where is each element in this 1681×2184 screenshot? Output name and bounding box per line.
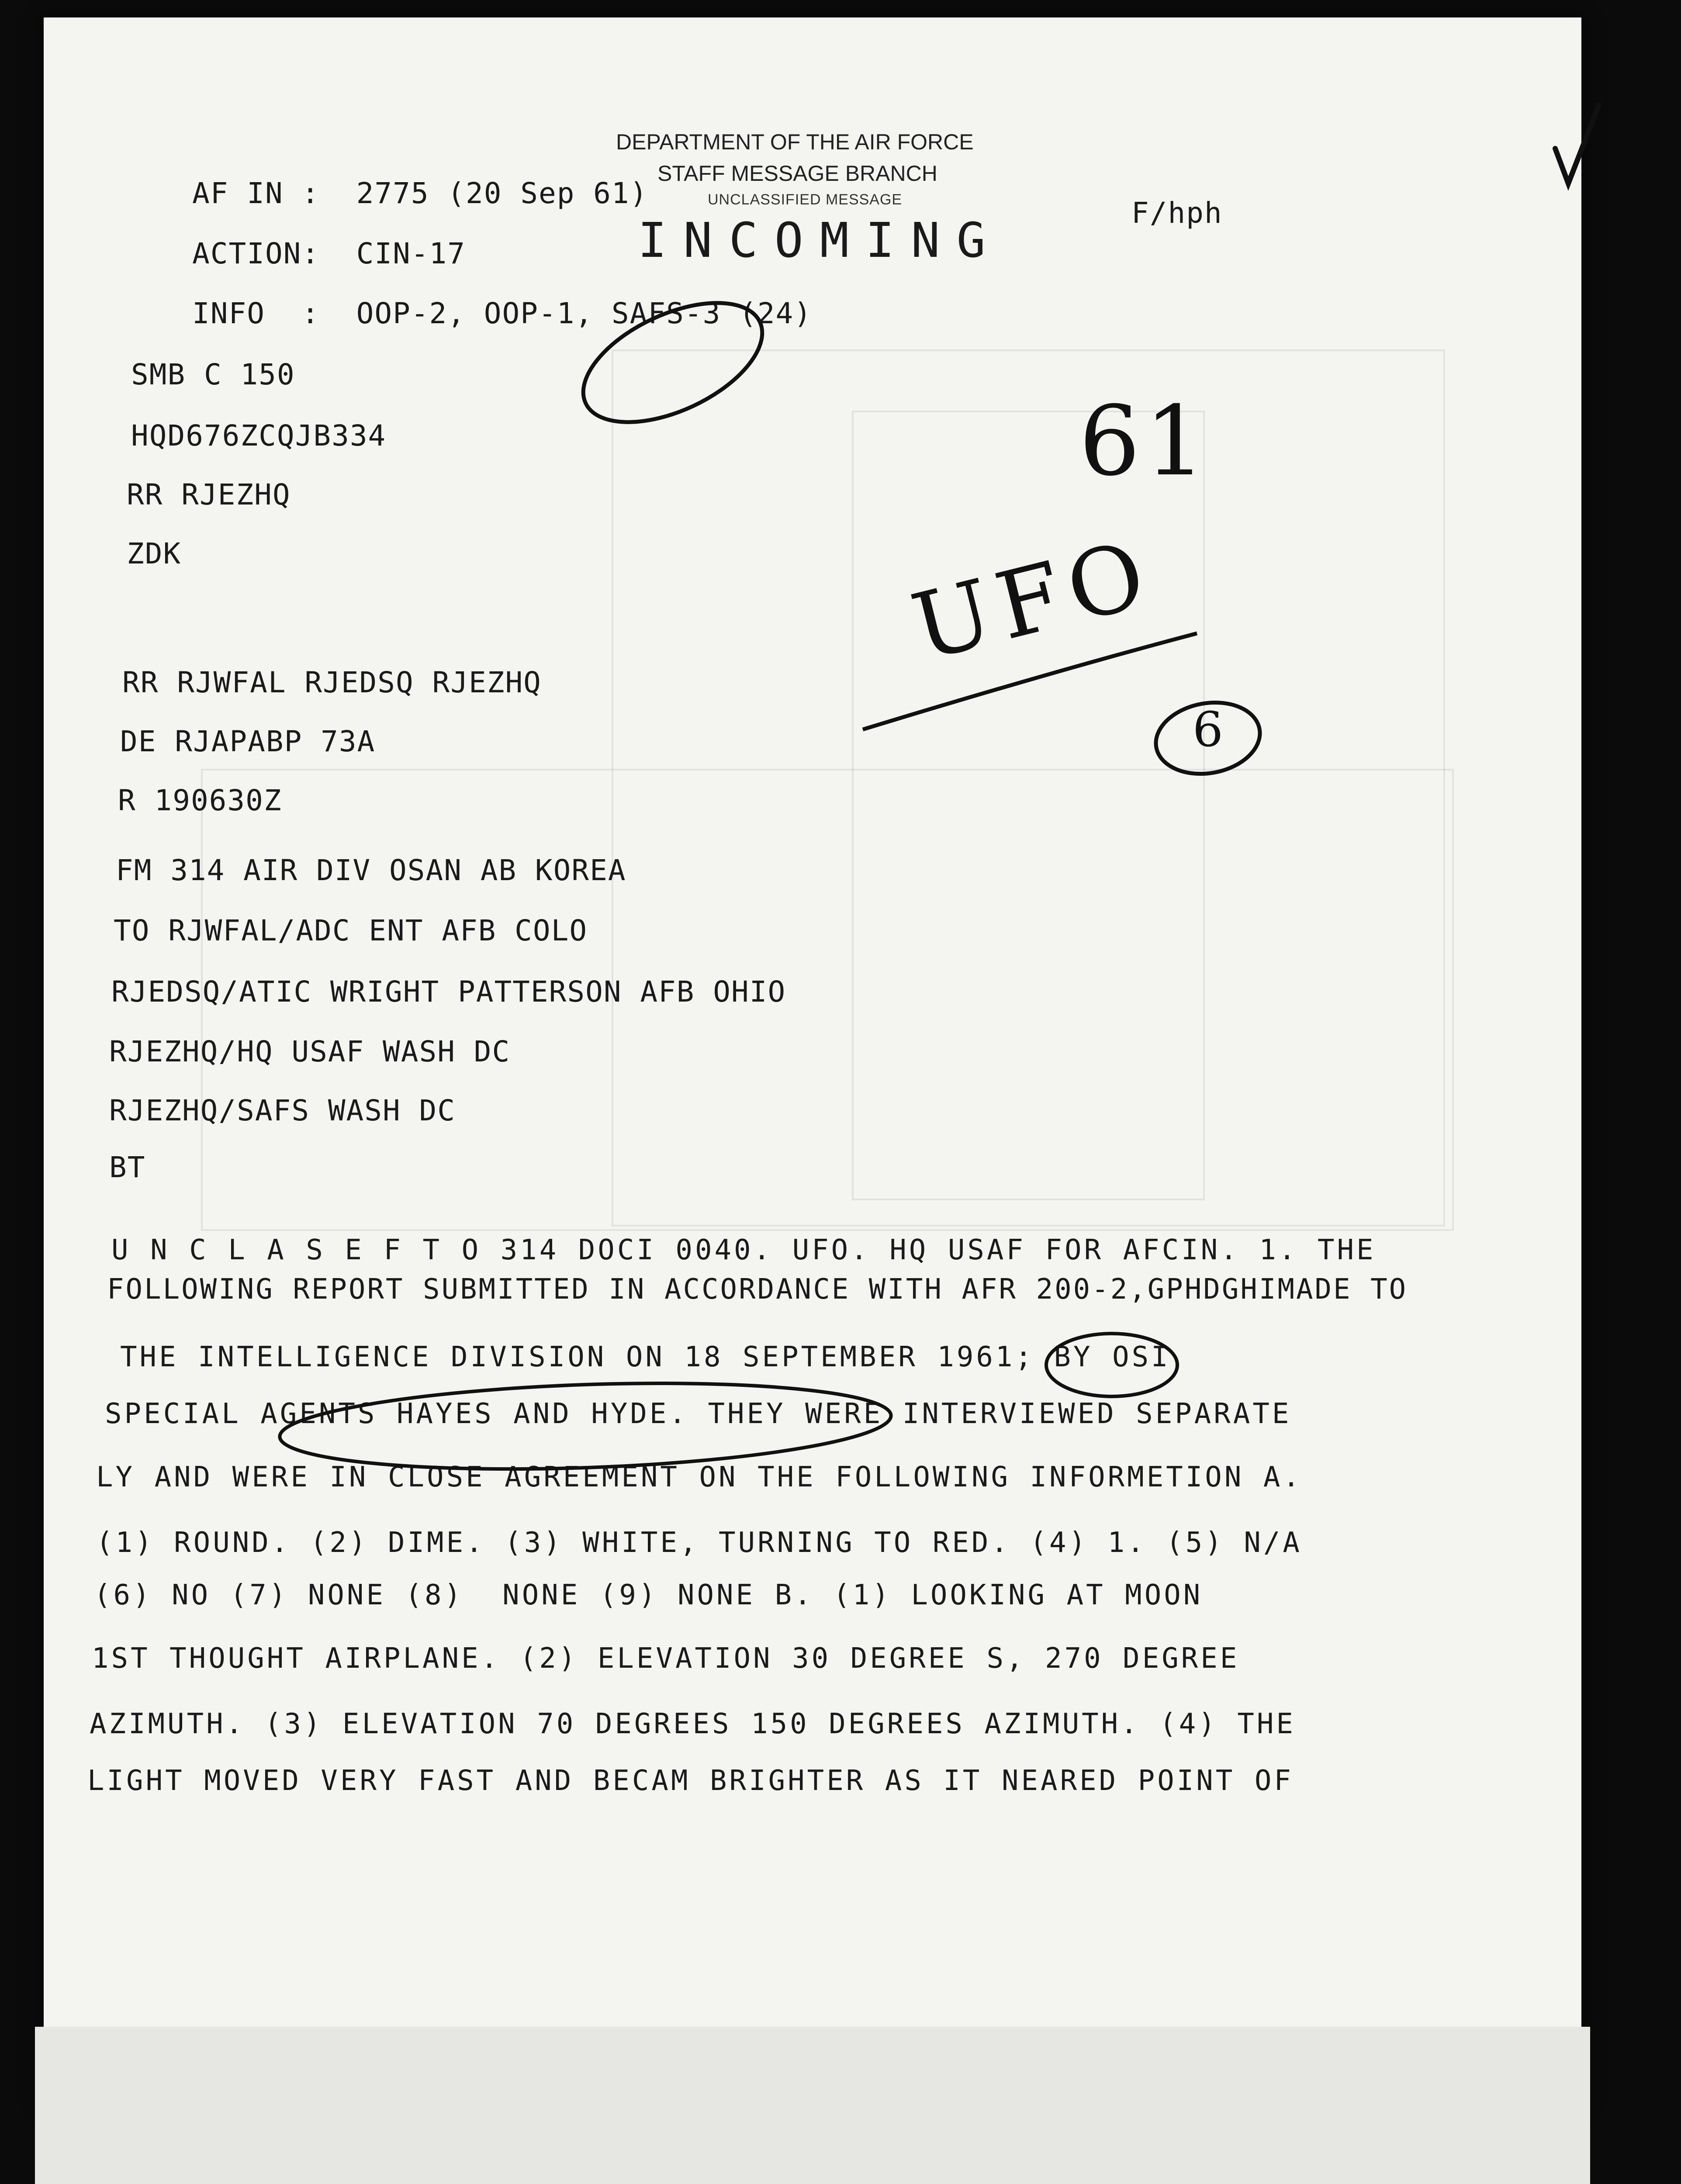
body-line: (6) NO (7) NONE (8) NONE (9) NONE B. (1) LOOKING AT MOON (94, 1579, 1203, 1611)
handwritten-circled-number: 6 (1193, 702, 1224, 757)
routing-line: DE RJAPABP 73A (120, 725, 376, 758)
bleed-through-table (852, 411, 1205, 1200)
routing-line: ZDK (127, 537, 182, 570)
body-line: AZIMUTH. (3) ELEVATION 70 DEGREES 150 DEGREES AZIMUTH. (4) THE (90, 1708, 1296, 1740)
body-line: 1ST THOUGHT AIRPLANE. (2) ELEVATION 30 DEGREE S, 270 DEGREE (92, 1642, 1240, 1675)
routing-line: FM 314 AIR DIV OSAN AB KOREA (116, 854, 626, 887)
body-line: LIGHT MOVED VERY FAST AND BECAM BRIGHTER AS IT NEARED POINT OF (87, 1765, 1294, 1797)
body-line: THE INTELLIGENCE DIVISION ON 18 SEPTEMBER 1961; BY OSI (120, 1341, 1171, 1373)
action-line: ACTION: CIN-17 (192, 237, 466, 270)
body-line: LY AND WERE IN CLOSE AGREEMENT ON THE FOLLOWING INFORMETION A. (96, 1461, 1302, 1493)
routing-line: HQD676ZCQJB334 (131, 419, 387, 453)
branch-heading: STAFF MESSAGE BRANCH (657, 161, 937, 186)
operator-initials: F/hph (1131, 196, 1223, 230)
incoming-title: INCOMING (638, 212, 1002, 268)
routing-line: TO RJWFAL/ADC ENT AFB COLO (114, 914, 588, 947)
body-line: FOLLOWING REPORT SUBMITTED IN ACCORDANCE WITH AFR 200-2,GPHDGHIMADE TO (107, 1273, 1408, 1306)
handwritten-number: 61 (1079, 385, 1210, 497)
department-heading: DEPARTMENT OF THE AIR FORCE (616, 130, 974, 154)
classification-heading: UNCLASSIFIED MESSAGE (708, 191, 903, 208)
routing-line: BT (109, 1151, 146, 1184)
routing-line: RJEZHQ/HQ USAF WASH DC (109, 1035, 511, 1068)
routing-line: RR RJWFAL RJEDSQ RJEZHQ (122, 666, 542, 699)
info-line: INFO : OOP-2, OOP-1, SAFS-3 (24) (192, 297, 813, 330)
routing-line: RR RJEZHQ (127, 478, 291, 511)
handwritten-ufo: UFO (902, 519, 1164, 682)
routing-line: R 190630Z (118, 784, 282, 817)
routing-line: SMB C 150 (131, 358, 295, 391)
body-line: (1) ROUND. (2) DIME. (3) WHITE, TURNING TO RED. (4) 1. (5) N/A (96, 1527, 1302, 1559)
body-line: U N C L A S E F T O 314 DOCI 0040. UFO. HQ USAF FOR AFCIN. 1. THE (111, 1234, 1376, 1266)
body-line: SPECIAL AGENTS HAYES AND HYDE. THEY WERE INTERVIEWED SEPARATE (105, 1398, 1292, 1430)
underlying-page (35, 2027, 1590, 2184)
routing-line: RJEZHQ/SAFS WASH DC (109, 1094, 456, 1127)
routing-line: RJEDSQ/ATIC WRIGHT PATTERSON AFB OHIO (111, 975, 786, 1009)
af-in-line: AF IN : 2775 (20 Sep 61) (192, 176, 648, 210)
